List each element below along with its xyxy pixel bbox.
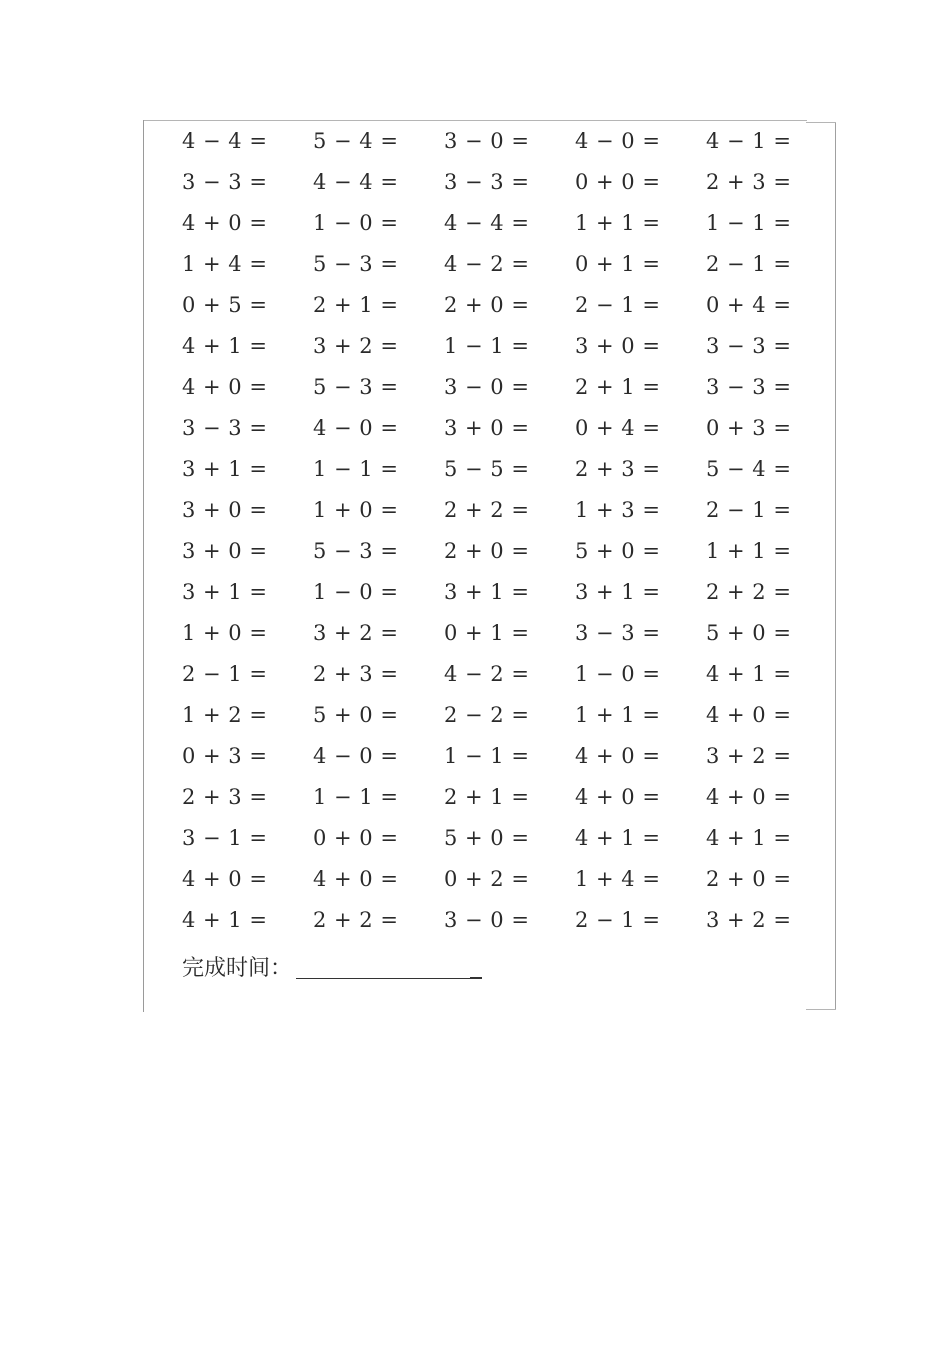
problem-cell: 3 + 2 = <box>706 908 792 932</box>
problem-cell: 4 + 1 = <box>575 826 661 850</box>
page-border-corner-bottom <box>806 1009 836 1010</box>
problem-cell: 3 − 3 = <box>706 375 792 399</box>
problem-cell: 0 + 0 = <box>313 826 399 850</box>
page-border-left <box>143 120 144 1012</box>
problem-cell: 2 − 1 = <box>575 293 661 317</box>
problem-cell: 2 + 3 = <box>182 785 268 809</box>
problem-cell: 2 + 2 = <box>444 498 530 522</box>
problem-cell: 4 + 0 = <box>575 785 661 809</box>
problem-cell: 4 + 1 = <box>706 826 792 850</box>
problem-cell: 3 + 0 = <box>182 539 268 563</box>
problem-cell: 3 − 3 = <box>706 334 792 358</box>
problem-cell: 3 − 3 = <box>444 170 530 194</box>
problem-cell: 4 − 0 = <box>575 129 661 153</box>
problem-cell: 0 + 0 = <box>575 170 661 194</box>
problem-cell: 1 − 1 = <box>706 211 792 235</box>
problem-cell: 3 − 0 = <box>444 908 530 932</box>
problem-cell: 1 + 3 = <box>575 498 661 522</box>
problem-cell: 0 + 5 = <box>182 293 268 317</box>
problem-cell: 4 + 0 = <box>575 744 661 768</box>
problem-cell: 0 + 3 = <box>706 416 792 440</box>
problem-cell: 4 + 0 = <box>313 867 399 891</box>
problem-cell: 1 + 2 = <box>182 703 268 727</box>
problem-cell: 4 + 0 = <box>182 375 268 399</box>
problem-cell: 1 − 1 = <box>444 744 530 768</box>
problem-cell: 2 − 1 = <box>182 662 268 686</box>
problem-cell: 4 − 2 = <box>444 662 530 686</box>
problem-cell: 1 + 4 = <box>182 252 268 276</box>
problem-cell: 1 + 0 = <box>182 621 268 645</box>
problem-cell: 3 + 0 = <box>575 334 661 358</box>
problem-cell: 4 + 0 = <box>706 703 792 727</box>
problem-cell: 3 + 2 = <box>313 334 399 358</box>
problem-cell: 4 + 1 = <box>182 334 268 358</box>
problem-cell: 0 + 1 = <box>575 252 661 276</box>
arithmetic-problem-grid <box>182 121 802 941</box>
completion-time-blank[interactable] <box>296 954 482 979</box>
problem-cell: 2 + 3 = <box>575 457 661 481</box>
problem-cell: 0 + 4 = <box>706 293 792 317</box>
problem-cell: 3 − 3 = <box>182 416 268 440</box>
problem-cell: 5 − 4 = <box>706 457 792 481</box>
problem-cell: 5 + 0 = <box>313 703 399 727</box>
problem-cell: 4 − 4 = <box>313 170 399 194</box>
problem-cell: 5 − 3 = <box>313 539 399 563</box>
problem-cell: 4 − 1 = <box>706 129 792 153</box>
problem-cell: 0 + 1 = <box>444 621 530 645</box>
problem-cell: 4 − 2 = <box>444 252 530 276</box>
problem-cell: 3 + 0 = <box>444 416 530 440</box>
problem-cell: 3 + 0 = <box>182 498 268 522</box>
problem-cell: 2 + 3 = <box>706 170 792 194</box>
problem-cell: 1 − 1 = <box>313 785 399 809</box>
problem-cell: 1 − 1 = <box>313 457 399 481</box>
problem-cell: 4 − 4 = <box>182 129 268 153</box>
problem-cell: 1 + 1 = <box>706 539 792 563</box>
problem-cell: 3 + 1 = <box>444 580 530 604</box>
problem-cell: 5 − 5 = <box>444 457 530 481</box>
problem-cell: 0 + 2 = <box>444 867 530 891</box>
problem-cell: 1 + 4 = <box>575 867 661 891</box>
problem-cell: 2 + 1 = <box>575 375 661 399</box>
problem-cell: 3 − 3 = <box>182 170 268 194</box>
problem-cell: 3 − 0 = <box>444 129 530 153</box>
problem-cell: 1 + 0 = <box>313 498 399 522</box>
problem-cell: 3 − 0 = <box>444 375 530 399</box>
problem-cell: 1 + 1 = <box>575 211 661 235</box>
problem-cell: 5 − 3 = <box>313 252 399 276</box>
problem-cell: 5 + 0 = <box>444 826 530 850</box>
problem-cell: 4 + 1 = <box>182 908 268 932</box>
problem-cell: 3 + 2 = <box>313 621 399 645</box>
problem-cell: 2 + 2 = <box>706 580 792 604</box>
problem-cell: 4 − 4 = <box>444 211 530 235</box>
problem-cell: 5 − 3 = <box>313 375 399 399</box>
problem-cell: 2 − 2 = <box>444 703 530 727</box>
problem-cell: 2 + 2 = <box>313 908 399 932</box>
problem-cell: 2 + 0 = <box>444 293 530 317</box>
problem-cell: 5 + 0 = <box>575 539 661 563</box>
completion-time-row <box>182 948 482 984</box>
problem-cell: 2 − 1 = <box>706 252 792 276</box>
completion-time-label: 完成时间： <box>182 955 293 981</box>
problem-cell: 4 + 0 = <box>182 211 268 235</box>
problem-cell: 3 + 1 = <box>575 580 661 604</box>
problem-cell: 2 + 1 = <box>444 785 530 809</box>
problem-cell: 3 + 2 = <box>706 744 792 768</box>
problem-cell: 0 + 4 = <box>575 416 661 440</box>
problem-cell: 4 + 0 = <box>706 785 792 809</box>
problem-cell: 5 − 4 = <box>313 129 399 153</box>
problem-cell: 2 − 1 = <box>706 498 792 522</box>
problem-cell: 2 + 0 = <box>444 539 530 563</box>
problem-cell: 4 − 0 = <box>313 744 399 768</box>
problem-cell: 4 + 1 = <box>706 662 792 686</box>
problem-cell: 3 − 1 = <box>182 826 268 850</box>
problem-cell: 2 + 3 = <box>313 662 399 686</box>
problem-cell: 3 + 1 = <box>182 580 268 604</box>
problem-cell: 1 − 0 = <box>575 662 661 686</box>
problem-cell: 1 + 1 = <box>575 703 661 727</box>
problem-cell: 1 − 1 = <box>444 334 530 358</box>
problem-cell: 2 + 0 = <box>706 867 792 891</box>
problem-cell: 1 − 0 = <box>313 211 399 235</box>
problem-cell: 2 + 1 = <box>313 293 399 317</box>
problem-cell: 4 + 0 = <box>182 867 268 891</box>
problem-cell: 1 − 0 = <box>313 580 399 604</box>
problem-cell: 3 − 3 = <box>575 621 661 645</box>
problem-cell: 5 + 0 = <box>706 621 792 645</box>
problem-cell: 3 + 1 = <box>182 457 268 481</box>
problem-cell: 0 + 3 = <box>182 744 268 768</box>
problem-cell: 2 − 1 = <box>575 908 661 932</box>
problem-cell: 4 − 0 = <box>313 416 399 440</box>
